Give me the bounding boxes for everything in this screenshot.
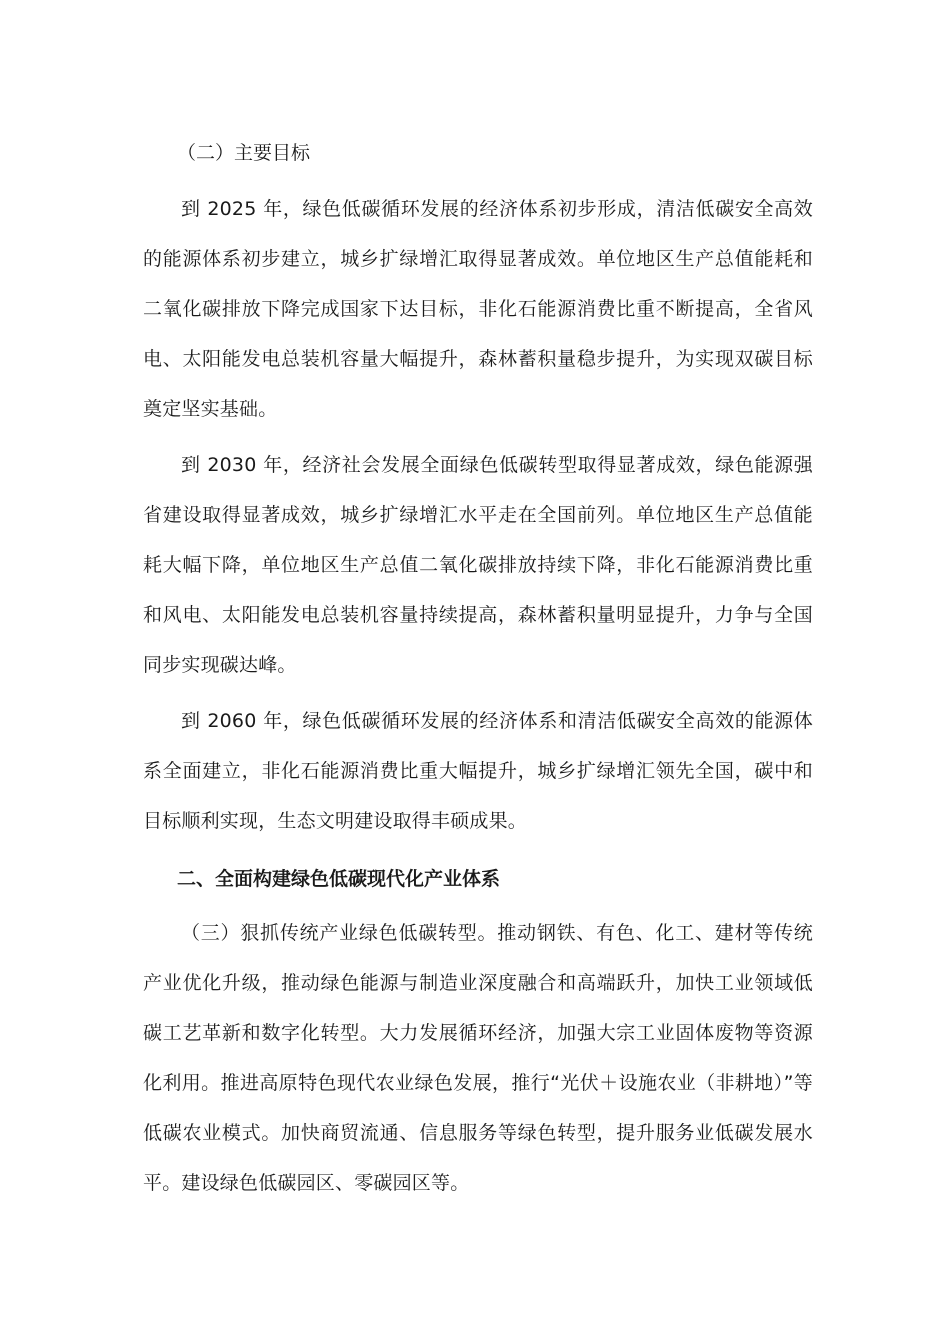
- paragraph-2060: 到 2060 年，绿色低碳循环发展的经济体系和清洁低碳安全高效的能源体系全面建立，非化石能源消费比重大幅提升，城乡扩绿增汇领先全国，碳中和目标顺利实现，生态文明建设取得丰硕成果。: [143, 710, 813, 832]
- paragraph-2025: 到 2025 年，绿色低碳循环发展的经济体系初步形成，清洁低碳安全高效的能源体系初步建立，城乡扩绿增汇取得显著成效。单位地区生产总值能耗和二氧化碳排放下降完成国家下达目标，非化石能源消费比重不断提高，全省风电、太阳能发电总装机容量大幅提升，森林蓄积量稳步提升，为实现双碳目标奠定坚实基础。: [143, 198, 813, 420]
- section-heading: 二、全面构建绿色低碳现代化产业体系: [177, 868, 501, 890]
- paragraph-industry-transition: （三）狠抓传统产业绿色低碳转型。推动钢铁、有色、化工、建材等传统产业优化升级，推动绿色能源与制造业深度融合和高端跃升，加快工业领域低碳工艺革新和数字化转型。大力发展循环经济，加强大宗工业固体废物等资源化利用。推进高原特色现代农业绿色发展，推行“光伏＋设施农业（非耕地）”等低碳农业模式。加快商贸流通、信息服务等绿色转型，提升服务业低碳发展水平。建设绿色低碳园区、零碳园区等。: [143, 922, 813, 1194]
- subheading-main-targets: （二）主要目标: [177, 142, 311, 164]
- document-body: [143, 128, 813, 1208]
- paragraph-2030: 到 2030 年，经济社会发展全面绿色低碳转型取得显著成效，绿色能源强省建设取得显著成效，城乡扩绿增汇水平走在全国前列。单位地区生产总值能耗大幅下降，单位地区生产总值二氧化碳排放持续下降，非化石能源消费比重和风电、太阳能发电总装机容量持续提高，森林蓄积量明显提升，力争与全国同步实现碳达峰。: [143, 454, 813, 676]
- spacer: [143, 846, 813, 852]
